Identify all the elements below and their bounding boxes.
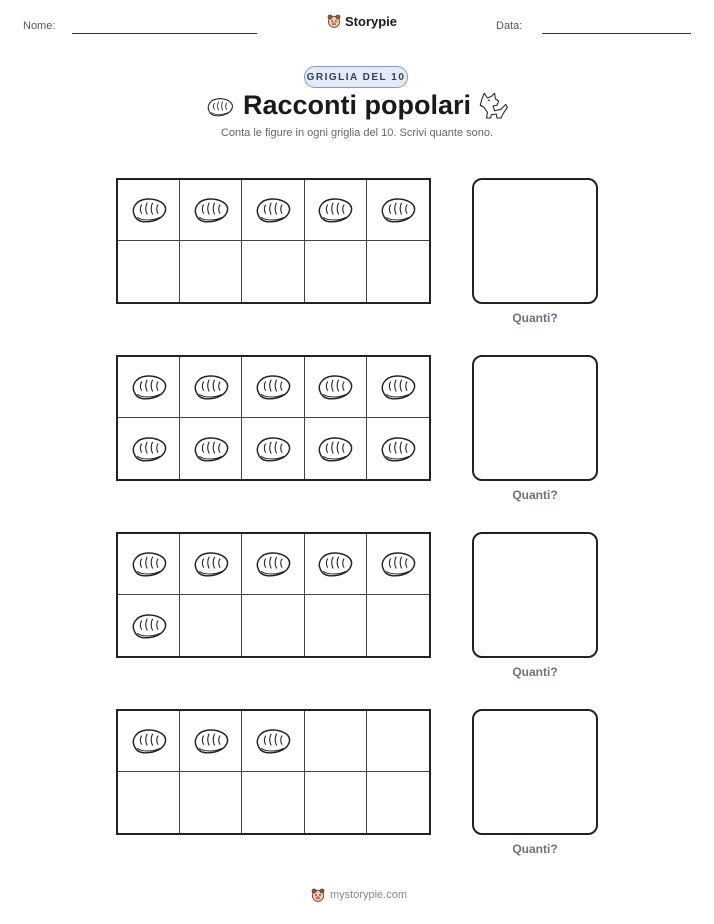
frame-cell [118, 534, 180, 595]
answer-label: Quanti? [512, 488, 558, 502]
bread-loaf-icon [378, 372, 418, 402]
name-label: Nome: [23, 20, 56, 32]
footer [310, 887, 407, 903]
bread-loaf-icon [378, 549, 418, 579]
frame-cell [180, 534, 242, 595]
frame-cell [367, 241, 429, 302]
wolf-icon [477, 91, 509, 121]
name-field[interactable] [72, 33, 257, 34]
frame-cell [180, 711, 242, 772]
frame-cell [305, 534, 367, 595]
frame-cell [180, 241, 242, 302]
bread-loaf-icon [129, 195, 169, 225]
frame-cell [118, 595, 180, 656]
bread-loaf-icon [253, 372, 293, 402]
frame-cell [242, 418, 304, 479]
frame-cell [118, 772, 180, 833]
bread-loaf-icon [191, 726, 231, 756]
answer-box[interactable] [472, 709, 598, 835]
bread-loaf-icon [191, 434, 231, 464]
frame-cell [305, 357, 367, 418]
answer-label: Quanti? [512, 842, 558, 856]
answer-label: Quanti? [512, 311, 558, 325]
bread-loaf-icon [253, 726, 293, 756]
ten-frame [116, 178, 431, 304]
instructions: Conta le figure in ogni griglia del 10. Scrivi quante sono. [220, 127, 494, 139]
answer-box[interactable] [472, 532, 598, 658]
brand-name: Storypie [345, 13, 398, 29]
bread-loaf-icon [129, 726, 169, 756]
bread-loaf-icon [378, 195, 418, 225]
bread-loaf-icon [315, 434, 355, 464]
bread-loaf-icon [129, 549, 169, 579]
frame-cell [242, 595, 304, 656]
frame-cell [242, 534, 304, 595]
frame-cell [305, 711, 367, 772]
page-title: Racconti popolari [242, 90, 472, 120]
brand-logo [326, 13, 397, 29]
frame-cell [367, 534, 429, 595]
frame-cell [242, 711, 304, 772]
date-label: Data: [496, 20, 523, 32]
storypie-mascot-icon [326, 13, 342, 29]
frame-cell [242, 180, 304, 241]
frame-cell [180, 180, 242, 241]
bread-loaf-icon [191, 195, 231, 225]
frame-cell [305, 418, 367, 479]
frame-cell [180, 595, 242, 656]
frame-cell [367, 595, 429, 656]
bread-loaf-icon [129, 372, 169, 402]
ten-frame [116, 355, 431, 481]
frame-cell [118, 711, 180, 772]
answer-box[interactable] [472, 178, 598, 304]
frame-cell [118, 241, 180, 302]
bread-loaf-icon [315, 549, 355, 579]
answer-box[interactable] [472, 355, 598, 481]
storypie-mascot-icon [310, 887, 326, 903]
frame-cell [242, 357, 304, 418]
bread-loaf-icon [315, 195, 355, 225]
bread-loaf-icon [253, 434, 293, 464]
worksheet-type-badge: GRIGLIA DEL 10 [304, 66, 408, 88]
ten-frame [116, 709, 431, 835]
frame-cell [242, 241, 304, 302]
frame-cell [367, 180, 429, 241]
bread-loaf-icon [191, 372, 231, 402]
bread-loaf-icon [253, 195, 293, 225]
bread-loaf-icon [129, 611, 169, 641]
frame-cell [367, 772, 429, 833]
frame-cell [305, 180, 367, 241]
frame-cell [367, 711, 429, 772]
answer-label: Quanti? [512, 665, 558, 679]
frame-cell [180, 357, 242, 418]
frame-cell [305, 595, 367, 656]
bread-loaf-icon [191, 549, 231, 579]
bread-loaf-icon [378, 434, 418, 464]
ten-frame [116, 532, 431, 658]
frame-cell [305, 772, 367, 833]
frame-cell [242, 772, 304, 833]
frame-cell [367, 418, 429, 479]
bread-loaf-icon [253, 549, 293, 579]
frame-cell [367, 357, 429, 418]
date-field[interactable] [542, 33, 691, 34]
footer-url[interactable]: mystorypie.com [330, 889, 408, 901]
bread-loaf-icon [315, 372, 355, 402]
frame-cell [118, 357, 180, 418]
frame-cell [305, 241, 367, 302]
frame-cell [180, 772, 242, 833]
bread-loaf-icon [129, 434, 169, 464]
frame-cell [118, 418, 180, 479]
frame-cell [118, 180, 180, 241]
frame-cell [180, 418, 242, 479]
